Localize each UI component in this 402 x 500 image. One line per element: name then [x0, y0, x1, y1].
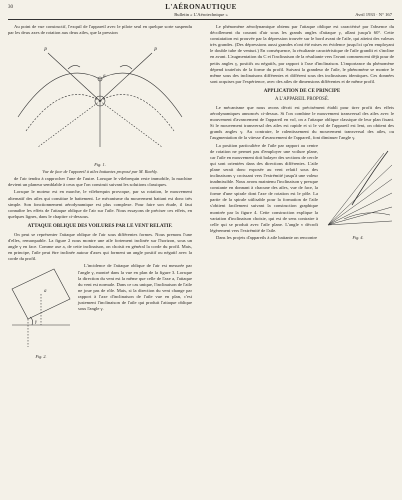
paragraph: L'incidence de l'attaque oblique de l'air est mesurée par l'angle γ, montré dans la vue en plan de la figure 3. Lorsque la direction du vent est la même que celle de l'axe a, l'attaque du vent est normale. Dans ce cas unique, l'inclinaison de l'aile ne joue pas de rôle. Mais, si la direction du vent change par rapport à l'axe d'inclinaison de l'aile vue en plan, c'est justement l'inclinaison de l'aile qui produit l'attaque oblique sous l'angle γ.	[78, 263, 192, 312]
figure-2-label: Fig. 2.	[35, 353, 47, 359]
figure-2	[8, 265, 74, 357]
figure-1-diagram	[8, 39, 192, 159]
issue-date: Avril 1933 · N° 167	[355, 12, 392, 17]
svg-text:γ: γ	[35, 320, 37, 326]
svg-text:P: P	[44, 48, 48, 54]
figure-1-label: Fig. 1.	[94, 162, 106, 168]
section-subheading: A L'APPAREIL PROPOSÉ.	[275, 96, 329, 102]
journal-title: L'AÉRONAUTIQUE	[165, 3, 237, 11]
paragraph: Le phénomène aérodynamique obtenu par l'attaque oblique est caractérisé par l'absence du décollement du courant d'air sous les grands angles d'attaque γ, allant jusqu'à 60°. Cette constatation est prouvée par la dépression trouvée sur le bord avant de l'aile, qui atteint des valeurs très grandes. (Des dépressions aussi grandes n'ont été mises en évidence jusqu'ici qu'en employant le double tube de venturi.) En conséquence, la résultante caractéristique de l'aile grandit et s'incline en avant. L'augmentation du C et l'inclinaison de la résultante vers l'avant commencent déjà pour de petits angles γ, positifs ou négatifs, par rapport à l'axe d'inclinaison. L'importance du phénomène dépend toutefois de la forme du profil. Suivant la grandeur de l'aile, le phénomène se montre le même sous des inclinaisons différentes et différent sous des inclinaisons identiques. Ces données sont acquises par l'expérience, avec des ailes de dimensions différentes et de même profil.	[210, 24, 394, 84]
page-number: 30	[8, 5, 13, 10]
left-column	[8, 24, 192, 359]
paragraph: Dans les projets d'appareils à aile battante on rencontre	[216, 234, 318, 240]
svg-text:a: a	[103, 74, 106, 80]
paragraph: de l'air tendra à rapprocher l'une de l'autre. Lorsque le vilebrequin reste immobile, la machine devient un planeur semblable à ceux que l'on construit suivant les solutions classiques.	[8, 176, 192, 188]
header-rule	[8, 19, 394, 20]
paragraph: On peut se représenter l'attaque oblique de l'air sous différentes formes. Nous prenons l'une d'elles, remarquable. La figure 2 nous montre une aile fortement inclinée sur l'horizon, sous un angle γ en face. Comme axe a, de cette inclinaison, on choisit en général la corde du profil. Mais, en principe, l'aile peut être inclinée autour d'axes qui forment un angle positif ou négatif avec la corde du profil.	[8, 231, 192, 262]
figure-4-label: Fig. 4.	[352, 234, 364, 240]
bulletin-title: Bulletin « L'Aérotechnique »	[174, 12, 228, 17]
figure-4	[322, 145, 394, 241]
section-heading: APPLICATION DE CE PRINCIPE	[263, 88, 341, 94]
section-heading: ATTAQUE OBLIQUE DES VOILURES PAR LE VENT RELATIF.	[27, 223, 173, 229]
right-column	[210, 24, 394, 243]
paragraph: Lorsque le moteur est en marche, le vilebrequin provoque, par sa rotation, le mouvement alternatif des ailes qui constitue le battement. Le mécanisme du mouvement battant est donc très simple. Son fonctionnement aérodynamique est plus complexe. Pour faire son étude, il faut connaître les effets de l'attaque oblique de l'air sur l'aile. Nous essayons de préciser ces effets, en quelques lignes, dans le chapitre ci-dessous.	[8, 189, 192, 219]
figure-2-diagram	[8, 265, 74, 351]
figure-1-caption: Vue de face de l'appareil à ailes battantes proposé par M. Raehly.	[42, 169, 158, 175]
figure-4-diagram	[322, 145, 394, 233]
paragraph: La position particulière de l'aile par rapport au centre de rotation ne permet pas d'employer une voilure plane, car l'aile en mouvement doit balayer des sections de cercle qui sont orientées dans des directions différentes. L'aile plane serait donc exposée au vent relatif sous des inclinaisons γ croissant vers l'extrémité jusqu'à une valeur inadmissible. Nous avons maintenu l'inclinaison γ presque constante en donnant à chacune des ailes, vue de face, la forme d'une spirale dont l'axe de rotation est le pôle. La partie de la spirale utilisable pour la formation de l'aile s'obtient facilement suivant la construction graphique montrée par la figure 4. Cette construction explique la variation d'inclinaison choisie, qui est de sens contraire à celle qui se produit avec l'aile plane. L'angle ν décroît légèrement vers l'extrémité de l'aile.	[210, 142, 318, 233]
paragraph: Le mécanisme que nous avons décrit est précisément établi pour tirer profit des effets aérodynamiques annoncés ci-dessus. Si l'on combine le mouvement transversal des ailes avec le mouvement d'avancement de l'appareil en vol, on a l'attaque oblique classique de leur plan fixant. Si le mouvement transversal des ailes est rapide et si le vol de l'appareil est lent, on obtient des grands angles γ. Au contraire, le ralentissement du mouvement transversal des ailes, ou l'augmentation de la vitesse d'avancement de l'appareil, font diminuer l'angle γ.	[210, 104, 394, 141]
svg-text:P: P	[154, 48, 158, 54]
paragraph: Au point de vue constructif, l'exquil de l'appareil avec le pilote seul en quelque sorte suspendu par les deux axes de rotation aux deux ailes, que la pression	[8, 24, 192, 36]
svg-text:a: a	[44, 289, 47, 295]
